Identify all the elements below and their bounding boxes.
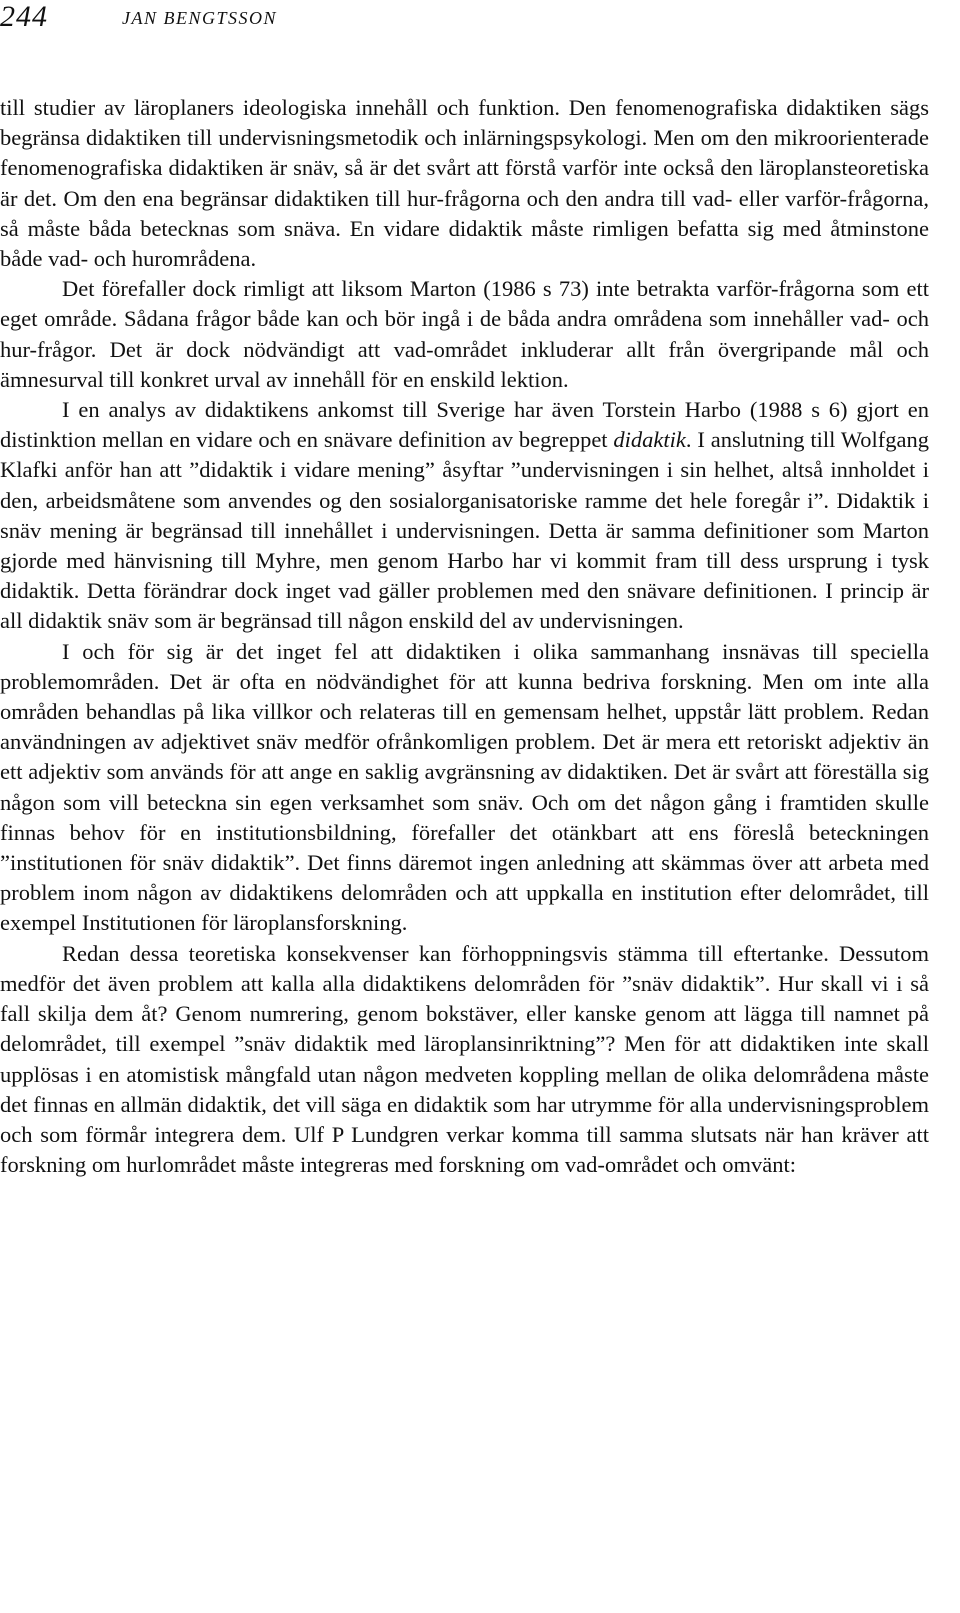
- page-number: 244: [0, 0, 48, 33]
- running-head-author: JAN BENGTSSON: [122, 8, 278, 28]
- paragraph-3-text-start: I en analys av didaktikens ankomst till Sverige har även Torstein Harbo (1988 s 6) gjort en distinktion mellan en vidare och en snävare definition av begreppet: [0, 397, 929, 453]
- italic-term-didaktik: didaktik: [613, 427, 686, 453]
- paragraph-1: till studier av läroplaners ideologiska innehåll och funktion. Den fenomenografiska didaktiken sägs begränsa didaktiken till undervisningsmetodik och inlärningspsykologi. Men om den mikroorienterade fenomenografiska didaktiken är snäv, så är det svårt att förstå varför inte också den läroplansteoretiska är det. Om den ena begränsar didaktiken till hur-frågorna och den andra till vad- eller varför-frågorna, så måste båda betecknas som snäva. En vidare didaktik måste rimligen befatta sig med åtminstone både vad- och hurområdena.: [0, 95, 929, 272]
- paragraph-3-text-end: . I anslutning till Wolfgang Klafki anför han att ”didaktik i vidare mening” åsyftar ”undervisningen i sin helhet, altså innholdet i den, arbeidsmåtene som anvendes og den sosialorganisatoriske ramme det hele foregår i”. Didaktik i snäv mening är begränsad till innehållet i undervisningen. Detta är samma definitioner som Marton gjorde med hänvisning till Myhre, men genom Harbo har vi kommit fram till dess ursprung i tysk didaktik. Detta förändrar dock inget vad gäller problemen med den snävare definitionen. I princip är all didaktik snäv som är begränsad till någon enskild del av undervisningen.: [0, 427, 929, 634]
- paragraph-2: Det förefaller dock rimligt att liksom Marton (1986 s 73) inte betrakta varför-frågorna som ett eget område. Sådana frågor både kan och bör ingå i de båda andra områdena som innehåller vad- och hur-frågor. Det är dock nödvändigt att vad-området inkluderar allt från övergripande mål och ämnesurval till konkret urval av innehåll för en enskild lektion.: [0, 276, 929, 392]
- paragraph-4: I och för sig är det inget fel att didaktiken i olika sammanhang insnävas till speciella problemområden. Det är ofta en nödvändighet för att kunna bedriva forskning. Men om inte alla områden behandlas på lika villkor och relateras till en gemensam helhet, uppstår lätt problem. Redan användningen av adjektivet snäv medför ofrånkomligen problem. Det är mera ett retoriskt adjektiv än ett adjektiv som används för att ange en saklig avgränsning av didaktiken. Det är svårt att föreställa sig någon som vill beteckna sin egen verksamhet som snäv. Och om det någon gång i framtiden skulle finnas behov för en institutionsbildning, förefaller det otänkbart att ens föreslå beteckningen ”institutionen för snäv didaktik”. Det finns däremot ingen anledning att skämmas över att arbeta med problem inom någon av didaktikens delområden och att uppkalla en institution efter delområdet, till exempel Institutionen för läroplansforskning.: [0, 638, 929, 936]
- body-text: [0, 93, 929, 1180]
- paragraph-5: Redan dessa teoretiska konsekvenser kan förhoppningsvis stämma till eftertanke. Dessutom medför det även problem att kalla alla didaktikens delområden för ”snäv didaktik”. Hur skall vi i så fall skilja dem åt? Genom numrering, genom bokstäver, eller kanske genom att lägga till namnet på delområdet, till exempel ”snäv didaktik med läroplansinriktning”? Men för att didaktiken inte skall upplösas i en atomistisk mångfald utan någon medveten koppling mellan de olika delområdena måste det finnas en allmän didaktik, det vill säga en didaktik som har utrymme för alla undervisningsproblem och som förmår integrera dem. Ulf P Lundgren verkar komma till samma slutsats när han kräver att forskning om hurlområdet måste integreras med forskning om vad-området och omvänt:: [0, 940, 929, 1178]
- paragraph-3: [0, 395, 929, 637]
